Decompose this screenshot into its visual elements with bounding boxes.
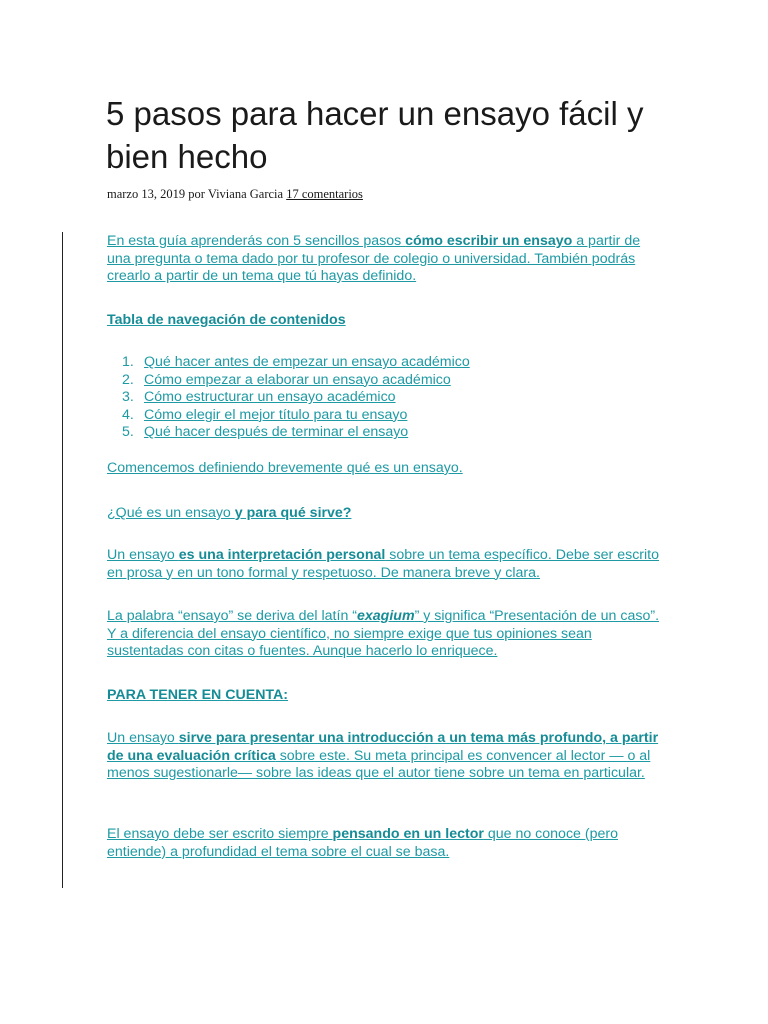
- toc-item-3[interactable]: [122, 389, 470, 407]
- toc-number: 2.: [122, 371, 134, 388]
- article-title: 5 pasos para hacer un ensayo fácil y bien hecho: [106, 95, 644, 175]
- intro-paragraph[interactable]: [107, 233, 667, 286]
- toc-number: 5.: [122, 424, 134, 441]
- toc-number: 4.: [122, 406, 134, 423]
- toc-item-4[interactable]: [122, 407, 470, 425]
- toc-title-text: Tabla de navegación de contenidos: [107, 312, 346, 328]
- toc-number: 1.: [122, 354, 134, 370]
- p2-text-1: La palabra “ensayo” se deriva del latín “: [107, 608, 357, 624]
- byline-word: por: [188, 187, 205, 201]
- p4-text-2: que no conoce (pero entiende) a profundidad el tema sobre el cual se basa.: [107, 826, 618, 860]
- reader-paragraph[interactable]: [107, 826, 667, 861]
- toc-item-5[interactable]: [122, 424, 470, 442]
- section-heading-what-is[interactable]: [107, 505, 667, 523]
- intro-text-2: a partir de una pregunta o tema dado por tu profesor de colegio o universidad. También podrás crearlo a partir de un tema que tú hayas definido.: [107, 233, 641, 284]
- p1-text-1: Un ensayo: [107, 547, 179, 563]
- toc-title[interactable]: [107, 312, 667, 330]
- note-heading-text: PARA TENER EN CUENTA:: [107, 687, 289, 703]
- toc-label: Cómo estructurar un ensayo académico: [144, 389, 396, 406]
- intro-bold: cómo escribir un ensayo: [405, 233, 573, 249]
- toc-number: 3.: [122, 389, 134, 406]
- etymology-paragraph[interactable]: [107, 608, 667, 661]
- toc-item-1[interactable]: [122, 354, 470, 372]
- definition-paragraph[interactable]: [107, 547, 667, 582]
- section-heading-note[interactable]: [107, 687, 667, 705]
- p4-text-1: El ensayo debe ser escrito siempre: [107, 826, 333, 842]
- p1-text-2: sobre un tema específico. Debe ser escrito en prosa y en un tono formal y respetuoso. De manera breve y clara.: [107, 547, 659, 581]
- p2-text-2: ” y significa “Presentación de un caso”. Y a diferencia del ensayo científico, no siempre exige que tus opiniones sean sustentadas con citas o fuentes. Aunque hacerlo lo enriquece.: [107, 608, 660, 659]
- article-meta: [107, 187, 363, 202]
- heading-bold: y para qué sirve?: [234, 505, 352, 521]
- toc-label: Qué hacer después de terminar el ensayo: [144, 424, 409, 441]
- table-of-contents: [122, 354, 470, 442]
- margin-rule: [62, 232, 63, 888]
- author-name: Viviana Garcia: [207, 187, 284, 201]
- p2-italic: exagium: [357, 608, 415, 624]
- post-date: marzo 13, 2019: [107, 187, 186, 201]
- p3-text-2: sobre este. Su meta principal es convencer al lector — o al menos sugestionarle— sobre las ideas que el autor tiene sobre un tema en particular.: [107, 747, 651, 781]
- toc-label: Qué hacer antes de empezar un ensayo académico: [144, 354, 470, 370]
- toc-label: Cómo empezar a elaborar un ensayo académico: [144, 371, 451, 388]
- intro-text-1: En esta guía aprenderás con 5 sencillos pasos: [107, 233, 406, 249]
- toc-label: Cómo elegir el mejor título para tu ensayo: [144, 406, 408, 423]
- heading-text: ¿Qué es un ensayo: [107, 505, 235, 521]
- purpose-paragraph[interactable]: [107, 730, 667, 783]
- lead-in-paragraph[interactable]: Comencemos definiendo brevemente qué es un ensayo.: [107, 460, 463, 476]
- p4-bold: pensando en un lector: [332, 826, 484, 842]
- p3-text-1: Un ensayo: [107, 730, 179, 746]
- toc-item-2[interactable]: [122, 372, 470, 390]
- p3-bold: sirve para presentar una introducción a un tema más profundo, a partir de una evaluación crítica: [107, 730, 659, 764]
- comments-link[interactable]: 17 comentarios: [286, 187, 363, 201]
- p1-bold: es una interpretación personal: [178, 547, 386, 563]
